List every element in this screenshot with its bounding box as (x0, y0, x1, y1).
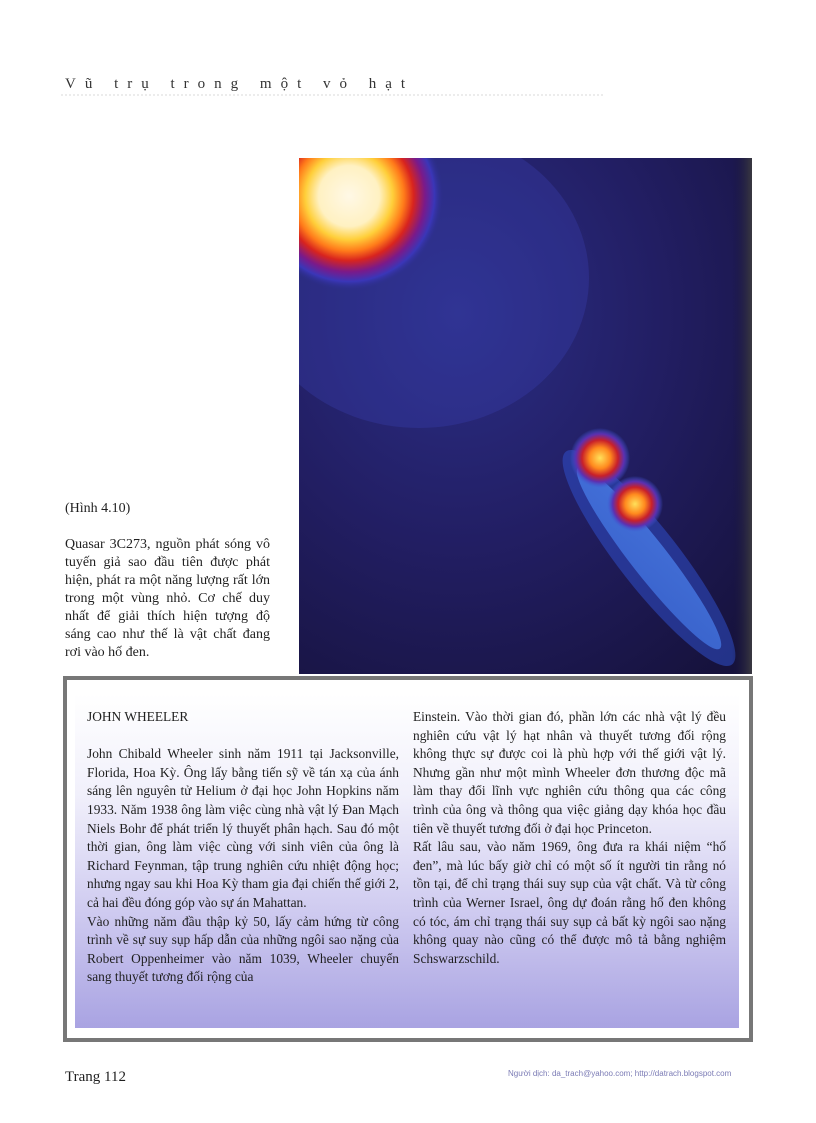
sidebar-paragraph: Vào những năm đầu thập kỷ 50, lấy cảm hứng từ công trình về sự suy sụp hấp dẫn của những ngôi sao nặng của Robert Oppenheimer vào năm 1039, Wheeler chuyển sang thuyết tương đối rộng của (87, 913, 399, 985)
figure-caption (65, 500, 270, 662)
quasar-photo (299, 158, 752, 674)
figure-caption-text: Quasar 3C273, nguồn phát sóng vô tuyến giả sao đầu tiên được phát hiện, phát ra một năng lượng rất lớn trong một vùng nhỏ. Cơ chế duy nhất để giải thích hiện tượng độ sáng cao như thế là vật chất đang rơi vào hố đen. (65, 537, 270, 660)
translator-credit: Người dịch: da_trach@yahoo.com; http://datrach.blogspot.com (508, 1069, 732, 1078)
quasar-image (299, 158, 752, 674)
page-number: Trang 112 (65, 1069, 126, 1085)
sidebar-paragraph: John Chibald Wheeler sinh năm 1911 tại Jacksonville, Florida, Hoa Kỳ. Ông lấy bằng tiến sỹ về tán xạ của ánh sáng lên nguyên tử Helium ở đại học John Hopkins năm 1933. Năm 1938 ông làm việc cùng nhà vật lý Đan Mạch Niels Bohr để phát triển lý thuyết phân hạch. Sau đó một thời gian, ông làm việc cùng với sinh viên của ông là Richard Feynman, tập trung nghiên cứu nhiệt động học; nhưng ngay sau khi Hoa Kỳ tham gia đại chiến thế giới 2, cả hai đều đóng góp vào sự án Mahattan. (87, 746, 399, 910)
sidebar-paragraph: Rất lâu sau, vào năm 1969, ông đưa ra khái niệm “hố đen”, mà lúc bấy giờ chỉ có một số ít người tin rằng nó tồn tại, để chỉ trạng thái suy sụp của vật chất. Và từ công trình của Werner Israel, ông dự đoán rằng hố đen không có tóc, ám chỉ trạng thái suy sụp cả bất kỳ ngôi sao nặng không quay nào cũng có thể được mô tả bằng nghiệm Schswarzschild. (413, 839, 726, 966)
running-head: Vũ trụ trong một vỏ hạt (65, 76, 415, 92)
sidebar-box (75, 694, 739, 1028)
running-head-rule (60, 93, 605, 97)
sidebar-paragraph: Einstein. Vào thời gian đó, phần lớn các nhà vật lý đều nghiên cứu vật lý hạt nhân và thuyết tương đối rộng không thực sự được coi là phù hợp với thế giới vật lý. Nhưng gần như một mình Wheeler đơn thương độc mã làm thay đổi lĩnh vực nghiên cứu thông qua các công trình của ông và thông qua việc giảng dạy khóa học đầu tiên về thuyết tương đối ở đại học Princeton. (413, 709, 726, 836)
sidebar-title: JOHN WHEELER (87, 709, 189, 724)
sidebar-column-left (87, 708, 399, 987)
figure-label: (Hình 4.10) (65, 501, 131, 516)
sidebar-column-right (413, 708, 726, 968)
